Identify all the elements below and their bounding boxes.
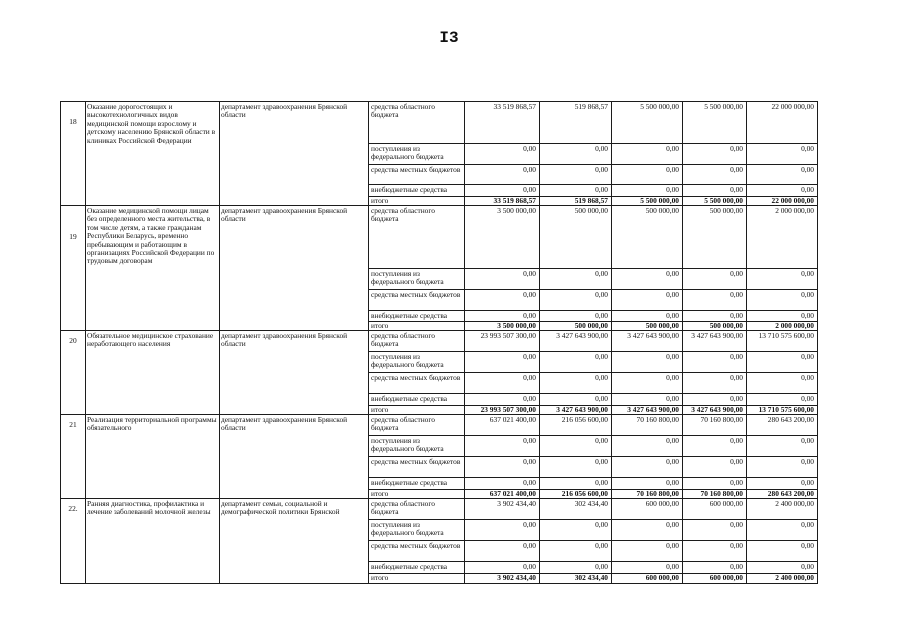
amount-col-3: 0,00 <box>612 165 683 185</box>
amount-col-1: 33 519 868,57 <box>465 102 540 144</box>
funding-source-cell <box>369 269 465 290</box>
amount-col-1: 0,00 <box>465 520 540 541</box>
measure-name: Обязательное медицинское страхование неработающего населения <box>86 331 220 415</box>
measure-name: Ранняя диагностика, профилактика и лечение заболеваний молочной железы <box>86 499 220 584</box>
measure-name: Оказание медицинской помощи лицам без определенного места жительства, в том числе детям, а также гражданам Республики Беларусь, временно пребывающим и работающим в организациях Российской Федерации по трудовым договорам <box>86 206 220 331</box>
amount-col-1: 3 902 434,40 <box>465 574 540 584</box>
funding-source-cell <box>369 562 465 574</box>
amount-col-1: 0,00 <box>465 290 540 311</box>
amount-col-1: 637 021 400,00 <box>465 415 540 436</box>
table-row-regional-budget <box>61 206 818 269</box>
amount-col-1: 0,00 <box>465 478 540 490</box>
amount-col-4: 0,00 <box>683 352 747 373</box>
amount-col-4: 5 500 000,00 <box>683 102 747 144</box>
amount-col-5: 0,00 <box>747 290 818 311</box>
amount-col-4: 3 427 643 900,00 <box>683 331 747 352</box>
funding-source-cell <box>369 574 465 584</box>
amount-col-5: 0,00 <box>747 478 818 490</box>
funding-source-label: внебюджетные средства <box>371 394 448 403</box>
funding-source-label: внебюджетные средства <box>371 185 448 194</box>
funding-source-cell <box>369 290 465 311</box>
amount-col-5: 0,00 <box>747 352 818 373</box>
funding-source-cell <box>369 415 465 436</box>
row-number-cell <box>61 331 86 415</box>
amount-col-4: 70 160 800,00 <box>683 490 747 499</box>
amount-col-5: 13 710 575 600,00 <box>747 331 818 352</box>
funding-source-label: средства областного бюджета <box>371 206 435 224</box>
amount-col-4: 0,00 <box>683 520 747 541</box>
amount-col-4: 0,00 <box>683 269 747 290</box>
amount-col-4: 70 160 800,00 <box>683 415 747 436</box>
responsible-department: департамент семьи, социальной и демографической политики Брянской <box>220 499 369 584</box>
row-number-cell <box>61 499 86 584</box>
amount-col-3: 0,00 <box>612 394 683 406</box>
amount-col-3: 500 000,00 <box>612 322 683 331</box>
table-row-regional-budget <box>61 499 818 520</box>
measure-name: Оказание дорогостоящих и высокотехнологичных видов медицинской помощи взрослому и детскому населению Брянской области в клиниках Российской Федерации <box>86 102 220 206</box>
table-row-regional-budget <box>61 331 818 352</box>
measure-name: Реализация территориальной программы обязательного <box>86 415 220 499</box>
amount-col-3: 0,00 <box>612 185 683 197</box>
amount-col-2: 0,00 <box>540 290 612 311</box>
amount-col-5: 0,00 <box>747 394 818 406</box>
amount-col-2: 0,00 <box>540 478 612 490</box>
amount-col-5: 280 643 200,00 <box>747 415 818 436</box>
funding-source-cell <box>369 457 465 478</box>
amount-col-3: 0,00 <box>612 311 683 322</box>
funding-source-label: итого <box>371 321 389 330</box>
funding-source-cell <box>369 541 465 562</box>
funding-source-cell <box>369 311 465 322</box>
amount-col-3: 0,00 <box>612 478 683 490</box>
amount-col-2: 500 000,00 <box>540 206 612 269</box>
funding-source-cell <box>369 185 465 197</box>
responsible-department: департамент здравоохранения Брянской области <box>220 206 369 331</box>
amount-col-4: 0,00 <box>683 562 747 574</box>
funding-source-cell <box>369 197 465 206</box>
amount-col-2: 302 434,40 <box>540 499 612 520</box>
amount-col-2: 0,00 <box>540 394 612 406</box>
amount-col-5: 0,00 <box>747 562 818 574</box>
amount-col-2: 302 434,40 <box>540 574 612 584</box>
amount-col-3: 5 500 000,00 <box>612 197 683 206</box>
funding-source-cell <box>369 144 465 165</box>
funding-source-cell <box>369 373 465 394</box>
amount-col-4: 0,00 <box>683 290 747 311</box>
amount-col-2: 519 868,57 <box>540 197 612 206</box>
amount-col-3: 0,00 <box>612 457 683 478</box>
amount-col-1: 0,00 <box>465 541 540 562</box>
row-number: 21 <box>69 419 77 429</box>
funding-source-cell <box>369 394 465 406</box>
amount-col-5: 0,00 <box>747 520 818 541</box>
amount-col-5: 280 643 200,00 <box>747 490 818 499</box>
amount-col-3: 0,00 <box>612 373 683 394</box>
amount-col-5: 0,00 <box>747 541 818 562</box>
amount-col-1: 0,00 <box>465 394 540 406</box>
funding-source-label: поступления из федерального бюджета <box>371 436 444 454</box>
amount-col-1: 0,00 <box>465 311 540 322</box>
funding-source-cell <box>369 436 465 457</box>
amount-col-2: 3 427 643 900,00 <box>540 331 612 352</box>
row-number-cell <box>61 415 86 499</box>
amount-col-5: 0,00 <box>747 436 818 457</box>
amount-col-1: 3 500 000,00 <box>465 322 540 331</box>
responsible-department: департамент здравоохранения Брянской области <box>220 331 369 415</box>
funding-source-label: поступления из федерального бюджета <box>371 520 444 538</box>
amount-col-5: 0,00 <box>747 311 818 322</box>
amount-col-4: 0,00 <box>683 436 747 457</box>
funding-source-cell <box>369 406 465 415</box>
budget-table <box>60 101 818 584</box>
amount-col-1: 0,00 <box>465 144 540 165</box>
amount-col-5: 2 400 000,00 <box>747 574 818 584</box>
amount-col-1: 0,00 <box>465 457 540 478</box>
amount-col-4: 0,00 <box>683 541 747 562</box>
amount-col-2: 0,00 <box>540 436 612 457</box>
amount-col-2: 0,00 <box>540 541 612 562</box>
amount-col-1: 0,00 <box>465 185 540 197</box>
amount-col-3: 0,00 <box>612 144 683 165</box>
amount-col-1: 3 902 434,40 <box>465 499 540 520</box>
amount-col-3: 0,00 <box>612 290 683 311</box>
amount-col-1: 3 500 000,00 <box>465 206 540 269</box>
amount-col-4: 0,00 <box>683 373 747 394</box>
funding-source-label: внебюджетные средства <box>371 311 448 320</box>
funding-source-label: итого <box>371 489 389 498</box>
amount-col-2: 0,00 <box>540 165 612 185</box>
funding-source-cell <box>369 499 465 520</box>
amount-col-4: 3 427 643 900,00 <box>683 406 747 415</box>
funding-source-label: поступления из федерального бюджета <box>371 352 444 370</box>
amount-col-1: 23 993 507 300,00 <box>465 406 540 415</box>
amount-col-1: 0,00 <box>465 436 540 457</box>
amount-col-3: 3 427 643 900,00 <box>612 331 683 352</box>
amount-col-1: 0,00 <box>465 373 540 394</box>
amount-col-3: 500 000,00 <box>612 206 683 269</box>
table-row-regional-budget <box>61 415 818 436</box>
table-body <box>61 102 818 584</box>
amount-col-2: 0,00 <box>540 352 612 373</box>
amount-col-1: 0,00 <box>465 562 540 574</box>
row-number: 19 <box>69 231 77 241</box>
amount-col-5: 0,00 <box>747 185 818 197</box>
funding-source-label: средства местных бюджетов <box>371 541 461 550</box>
amount-col-5: 2 000 000,00 <box>747 206 818 269</box>
amount-col-3: 0,00 <box>612 541 683 562</box>
amount-col-2: 216 056 600,00 <box>540 415 612 436</box>
amount-col-1: 0,00 <box>465 165 540 185</box>
amount-col-5: 22 000 000,00 <box>747 197 818 206</box>
amount-col-3: 0,00 <box>612 562 683 574</box>
funding-source-cell <box>369 165 465 185</box>
amount-col-2: 0,00 <box>540 457 612 478</box>
amount-col-4: 0,00 <box>683 185 747 197</box>
amount-col-5: 2 400 000,00 <box>747 499 818 520</box>
funding-source-label: средства местных бюджетов <box>371 165 461 174</box>
amount-col-2: 0,00 <box>540 269 612 290</box>
funding-source-label: итого <box>371 405 389 414</box>
row-number-cell <box>61 206 86 331</box>
amount-col-3: 0,00 <box>612 436 683 457</box>
amount-col-4: 500 000,00 <box>683 322 747 331</box>
funding-source-cell <box>369 490 465 499</box>
funding-source-cell <box>369 102 465 144</box>
funding-source-label: внебюджетные средства <box>371 562 448 571</box>
amount-col-4: 0,00 <box>683 394 747 406</box>
amount-col-3: 70 160 800,00 <box>612 490 683 499</box>
row-number: 18 <box>69 117 77 127</box>
amount-col-5: 13 710 575 600,00 <box>747 406 818 415</box>
table-row-regional-budget <box>61 102 818 144</box>
funding-source-label: средства местных бюджетов <box>371 373 461 382</box>
amount-col-3: 600 000,00 <box>612 499 683 520</box>
amount-col-2: 3 427 643 900,00 <box>540 406 612 415</box>
amount-col-3: 3 427 643 900,00 <box>612 406 683 415</box>
row-number: 22. <box>68 503 78 513</box>
amount-col-2: 0,00 <box>540 520 612 541</box>
amount-col-1: 23 993 507 300,00 <box>465 331 540 352</box>
funding-source-label: средства областного бюджета <box>371 415 435 433</box>
amount-col-3: 0,00 <box>612 520 683 541</box>
amount-col-2: 500 000,00 <box>540 322 612 331</box>
amount-col-2: 0,00 <box>540 144 612 165</box>
amount-col-2: 0,00 <box>540 373 612 394</box>
amount-col-4: 600 000,00 <box>683 499 747 520</box>
funding-source-label: итого <box>371 573 389 582</box>
funding-source-label: поступления из федерального бюджета <box>371 269 444 287</box>
amount-col-3: 70 160 800,00 <box>612 415 683 436</box>
funding-source-label: итого <box>371 196 389 205</box>
amount-col-1: 0,00 <box>465 352 540 373</box>
amount-col-5: 0,00 <box>747 373 818 394</box>
amount-col-5: 2 000 000,00 <box>747 322 818 331</box>
funding-source-cell <box>369 352 465 373</box>
funding-source-label: средства местных бюджетов <box>371 290 461 299</box>
amount-col-3: 600 000,00 <box>612 574 683 584</box>
funding-source-label: средства областного бюджета <box>371 499 435 517</box>
amount-col-5: 0,00 <box>747 269 818 290</box>
amount-col-3: 5 500 000,00 <box>612 102 683 144</box>
funding-source-label: средства областного бюджета <box>371 331 435 349</box>
funding-source-cell <box>369 478 465 490</box>
amount-col-4: 0,00 <box>683 144 747 165</box>
amount-col-5: 0,00 <box>747 165 818 185</box>
responsible-department: департамент здравоохранения Брянской области <box>220 102 369 206</box>
funding-source-label: средства местных бюджетов <box>371 457 461 466</box>
amount-col-2: 0,00 <box>540 185 612 197</box>
funding-source-cell <box>369 322 465 331</box>
amount-col-4: 0,00 <box>683 478 747 490</box>
amount-col-1: 0,00 <box>465 269 540 290</box>
amount-col-5: 0,00 <box>747 457 818 478</box>
funding-source-label: средства областного бюджета <box>371 102 435 120</box>
amount-col-4: 5 500 000,00 <box>683 197 747 206</box>
amount-col-1: 33 519 868,57 <box>465 197 540 206</box>
funding-source-cell <box>369 520 465 541</box>
funding-source-label: поступления из федерального бюджета <box>371 144 444 162</box>
row-number-cell <box>61 102 86 206</box>
amount-col-2: 519 868,57 <box>540 102 612 144</box>
funding-source-label: внебюджетные средства <box>371 478 448 487</box>
amount-col-4: 0,00 <box>683 457 747 478</box>
funding-source-cell <box>369 206 465 269</box>
amount-col-2: 0,00 <box>540 562 612 574</box>
amount-col-4: 600 000,00 <box>683 574 747 584</box>
amount-col-4: 0,00 <box>683 165 747 185</box>
amount-col-1: 637 021 400,00 <box>465 490 540 499</box>
amount-col-3: 0,00 <box>612 269 683 290</box>
amount-col-2: 216 056 600,00 <box>540 490 612 499</box>
amount-col-3: 0,00 <box>612 352 683 373</box>
amount-col-5: 0,00 <box>747 144 818 165</box>
amount-col-4: 0,00 <box>683 311 747 322</box>
responsible-department: департамент здравоохранения Брянской области <box>220 415 369 499</box>
amount-col-4: 500 000,00 <box>683 206 747 269</box>
row-number: 20 <box>69 335 77 345</box>
page-number: I3 <box>439 29 459 47</box>
funding-source-cell <box>369 331 465 352</box>
amount-col-5: 22 000 000,00 <box>747 102 818 144</box>
amount-col-2: 0,00 <box>540 311 612 322</box>
